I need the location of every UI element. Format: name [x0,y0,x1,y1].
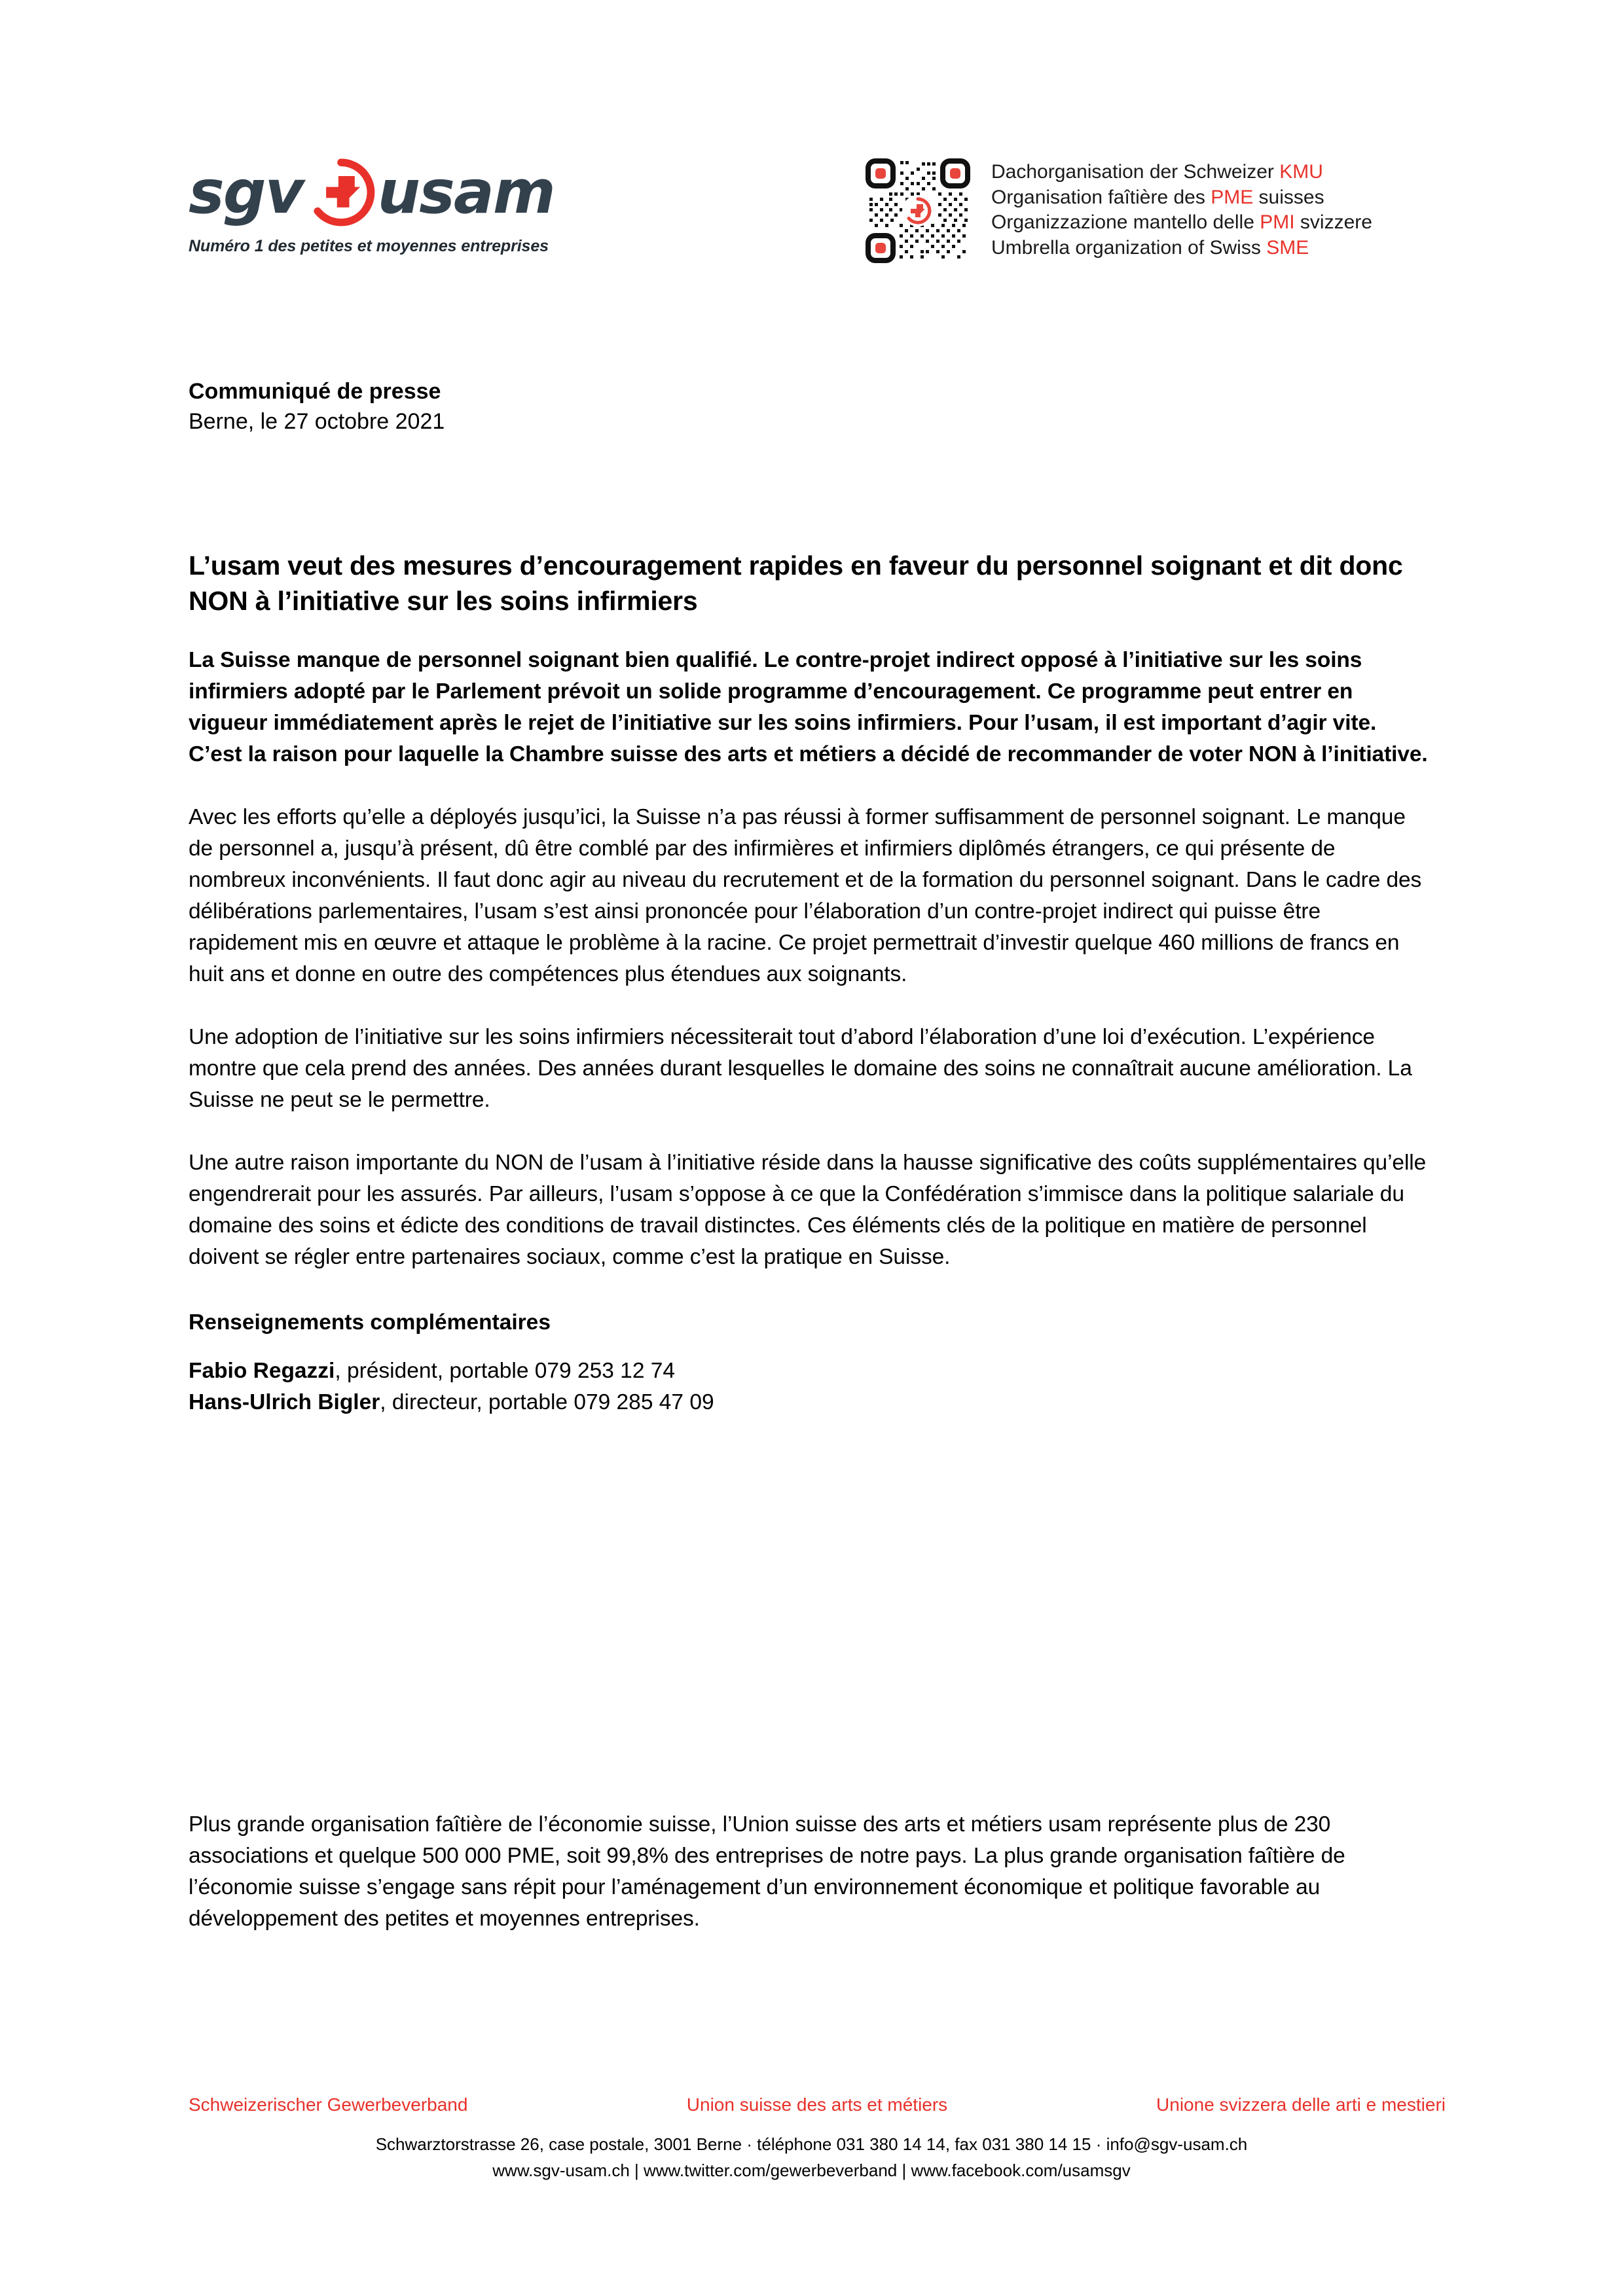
slogan-it-suffix: svizzere [1294,211,1372,233]
contact-details: , directeur, portable 079 285 47 09 [380,1390,714,1414]
contact-details: , président, portable 079 253 12 74 [335,1359,676,1383]
document-body [189,376,1432,1418]
slogan-en-prefix: Umbrella organization of Swiss [991,236,1267,259]
slogan-fr [991,185,1372,211]
boilerplate-paragraph: Plus grande organisation faîtière de l’économie suisse, l’Union suisse des arts et métiers usam représente plus de 230 associations et quelque 500 000 PME, soit 99,8% des entreprises de notre pays. La plus grande organisation faîtière de l’économie suisse s’engage sans répit pour l’aménagement d’un environnement économique et politique favorable au développement des petites et moyennes entreprises. [189,1812,1345,1931]
slogan-en [991,236,1372,261]
slogan-en-highlight: SME [1266,236,1309,259]
slogan-it [991,210,1372,236]
contacts-heading: Renseignements complémentaires [189,1310,551,1335]
slogan-list [991,156,1372,260]
page-title: L’usam veut des mesures d’encouragement rapides en faveur du personnel soignant et dit donc NON à l’initiative sur les soins infirmiers [189,550,1403,616]
page-header [0,137,1623,281]
usam-logo [189,157,608,256]
contact-item [189,1355,1432,1387]
document-type-label: Communiqué de presse [189,379,441,404]
body-paragraph-2: Une adoption de l’initiative sur les soins infirmiers nécessiterait tout d’abord l’élaboration d’une loi d’exécution. L’expérience montre que cela prend des années. Des années durant lesquelles le domaine des soins ne connaîtrait aucune amélioration. La Suisse ne peut se le permettre. [189,1025,1412,1112]
footer-org-it: Unione svizzera delle arti e mestieri [1156,2094,1446,2115]
logo-text-sgv: sgv [189,157,303,227]
page-footer [0,2093,1623,2183]
footer-links[interactable]: www.sgv-usam.ch | www.twitter.com/gewerbeverband | www.facebook.com/usamsgv [492,2161,1131,2180]
usam-swiss-cross-icon [307,158,375,226]
body-paragraph-3: Une autre raison importante du NON de l’usam à l’initiative réside dans la hausse significative des coûts supplémentaires qu’elle engendrerait pour les assurés. Par ailleurs, l’usam s’oppose à ce que la Confédération s’immisce dans la politique salariale du domaine des soins et édicte des conditions de travail distinctes. Ces éléments clés de la politique en matière de personnel doivent se régler entre partenaires sociaux, comme c’est la pratique en Suisse. [189,1151,1427,1269]
footer-org-de: Schweizerischer Gewerbeverband [189,2094,468,2115]
slogan-de-highlight: KMU [1279,161,1323,183]
slogan-fr-highlight: PME [1211,186,1254,208]
slogan-de [991,160,1372,185]
contact-name: Hans-Ulrich Bigler [189,1390,380,1414]
slogan-fr-prefix: Organisation faîtière des [991,186,1211,208]
logo-tagline: Numéro 1 des petites et moyennes entreprises [189,237,549,255]
lead-paragraph: La Suisse manque de personnel soignant bien qualifié. Le contre-projet indirect opposé à l’initiative sur les soins infirmiers adopté par le Parlement prévoit un solide programme d’encouragement. Ce programme peut entrer en vigueur immédiatement après le rejet de l’initiative sur les soins infirmiers. Pour l’usam, il est important d’agir vite. C’est la raison pour laquelle la Chambre suisse des arts et métiers a décidé de recommander de voter NON à l’initiative. [189,648,1428,766]
qr-code-icon[interactable] [863,156,973,266]
logo-text-usam: usam [377,157,555,227]
dateline: Berne, le 27 octobre 2021 [189,409,445,434]
logo-wordmark [189,157,608,228]
slogan-de-prefix: Dachorganisation der Schweizer [991,161,1280,183]
contact-item [189,1387,1432,1418]
qr-slogan-block [863,156,1372,266]
contact-name: Fabio Regazzi [189,1359,335,1383]
body-paragraph-1: Avec les efforts qu’elle a déployés jusqu’ici, la Suisse n’a pas réussi à former suffisamment de personnel soignant. Le manque de personnel a, jusqu’à présent, dû être comblé par des infirmières et infirmiers diplômés étrangers, ce qui présente de nombreux inconvénients. Il faut donc agir au niveau du recrutement et de la formation du personnel soignant. Dans le cadre des délibérations parlementaires, l’usam s’est ainsi prononcée pour l’élaboration d’un contre-projet indirect qui puisse être rapidement mis en œuvre et attaque le problème à la racine. Ce projet permettrait d’investir quelque 460 millions de francs en huit ans et donne en outre des compétences plus étendues aux soignants. [189,805,1422,986]
footer-address: Schwarztorstrasse 26, case postale, 3001 Berne · téléphone 031 380 14 14, fax 031 380 14 15 · info@sgv-usam.ch [375,2134,1248,2154]
contacts-list [189,1355,1432,1418]
slogan-fr-suffix: suisses [1253,186,1324,208]
footer-org-fr: Union suisse des arts et métiers [686,2094,948,2115]
slogan-it-prefix: Organizzazione mantello delle [991,211,1260,233]
slogan-it-highlight: PMI [1260,211,1295,233]
footer-org-names [189,2093,1446,2117]
